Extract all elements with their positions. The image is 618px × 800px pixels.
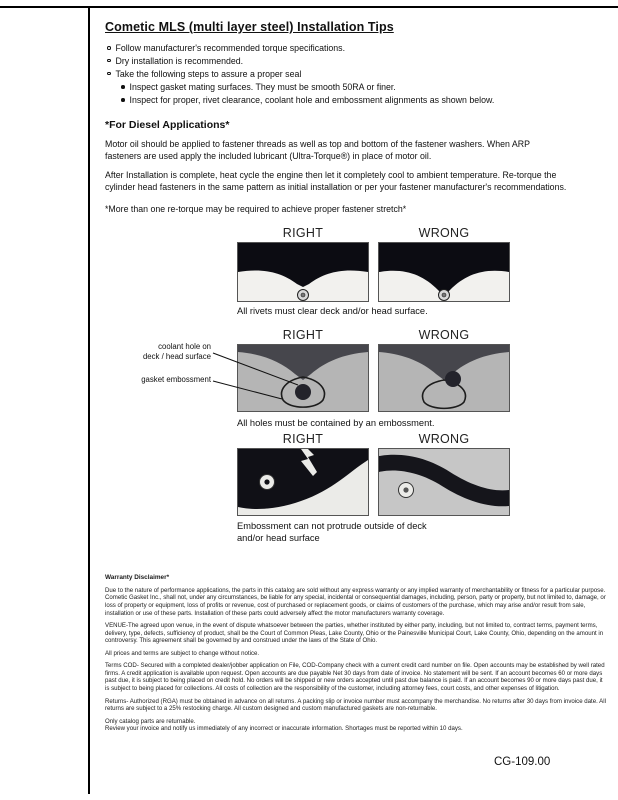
main-content xyxy=(105,20,567,214)
sub-bullet-item xyxy=(105,95,567,106)
bullet-item xyxy=(105,69,567,80)
figure-rivet-right xyxy=(237,242,369,302)
figure-embossment-wrong xyxy=(378,344,510,412)
filled-bullet-icon xyxy=(121,85,125,89)
open-bullet-icon xyxy=(107,59,111,63)
wrong-label-row1: WRONG xyxy=(418,226,470,240)
disclaimer-paragraph: Returns- Authorized (RGA) must be obtained in advance on all returns. A packing slip or invoice number must accompany the merchandise. No returns after 30 days from invoice date. All returns are subject to a 25% restocking charge. All custom designed and custom manufactured gaskets are non-returnable. xyxy=(105,697,606,713)
figure-rivet-wrong xyxy=(378,242,510,302)
open-bullet-icon xyxy=(107,72,111,76)
figure-protrusion-right xyxy=(237,448,369,516)
caption-row2: All holes must be contained by an embossment. xyxy=(237,418,435,428)
diesel-paragraph-1: Motor oil should be applied to fastener threads as well as top and bottom of the fastener washers. When ARP fasteners are used apply the included lubricant (Ultra-Torque®) in place of motor oil. xyxy=(105,139,530,161)
page-border-left xyxy=(88,6,90,794)
sub-bullet-text: Inspect gasket mating surfaces. They must be smooth 50RA or finer. xyxy=(129,81,396,92)
annotation-line: gasket embossment xyxy=(141,375,211,384)
disclaimer-heading: Warranty Disclaimer* xyxy=(105,574,170,581)
right-label-row3: RIGHT xyxy=(282,432,324,446)
page-title: Cometic MLS (multi layer steel) Installation Tips xyxy=(105,20,394,34)
diesel-paragraph-2: After Installation is complete, heat cycle the engine then let it completely cool to ambient temperature. Re-torque the cylinder head fasteners in the same pattern as initial installation or per your fastener manufacturer's recommendations. xyxy=(105,170,567,192)
bullet-item xyxy=(105,56,567,67)
figure-protrusion-wrong xyxy=(378,448,510,516)
figure-embossment-right xyxy=(237,344,369,412)
protrusion-wrong-illustration xyxy=(378,448,510,516)
disclaimer-paragraph: VENUE-The agreed upon venue, in the event of dispute whatsoever between the parties, whether instituted by either party, including, but not limited to, contract terms, payment terms, delivery, type, defects, sufficiency of product, shall be the Court of Common Pleas, Lake County, Ohio or the Painesville Municipal Court, Lake County, Ohio, depending on the amount in controversy. This agreement shall be governed by and construed under the laws of the State of Ohio. xyxy=(105,622,604,645)
rivet-wrong-illustration xyxy=(378,242,510,302)
open-bullet-icon xyxy=(107,46,111,50)
retorque-note: *More than one re-torque may be required to achieve proper fastener stretch* xyxy=(105,203,407,214)
bullet-text: Dry installation is recommended. xyxy=(115,55,244,66)
bullet-text: Take the following steps to assure a proper seal xyxy=(115,68,302,79)
caption-row1: All rivets must clear deck and/or head surface. xyxy=(237,306,428,316)
diesel-applications-heading: *For Diesel Applications* xyxy=(105,119,230,132)
wrong-label-row3: WRONG xyxy=(418,432,470,446)
disclaimer-paragraph: Terms COD- Secured with a completed dealer/jobber application on File, COD-Company check with a current credit card number on file. Open accounts may be established by well rated firms. A credit application is available upon request. Open accounts are due payable Net 30 days from date of invoice. No statement will be sent. If an account becomes 60 or more days past due, it is subject to being placed on credit hold. No orders will be shipped or new orders accepted until past due balance is paid. If an account becomes 90 or more days past due, it is subject to being placed for collections. All costs of collection are the responsibility of the customer, including attorney fees, court costs, and other expenses of litigation. xyxy=(105,662,605,692)
coolant-hole-annotation xyxy=(105,342,211,361)
embossment-wrong-illustration xyxy=(378,344,510,412)
annotation-line: deck / head surface xyxy=(142,351,211,361)
catalog-page-code: CG-109.00 xyxy=(494,756,551,768)
bullet-text: Follow manufacturer's recommended torque specifications. xyxy=(115,43,346,53)
annotation-line: coolant hole on xyxy=(158,342,211,351)
sub-bullet-item xyxy=(105,82,567,93)
disclaimer-paragraph: Review your invoice and notify us immediately of any incorrect or inaccurate information. Shortages must be reported within 10 days. xyxy=(105,725,463,733)
figures-section xyxy=(105,226,610,558)
wrong-label-row2: WRONG xyxy=(418,328,470,342)
right-label-row2: RIGHT xyxy=(282,328,324,342)
filled-bullet-icon xyxy=(121,98,125,102)
caption-row3: Embossment can not protrude outside of deck and/or head surface xyxy=(237,521,427,544)
bullet-item xyxy=(105,43,567,54)
gasket-embossment-annotation xyxy=(105,375,211,385)
rivet-right-illustration xyxy=(237,242,369,302)
warranty-disclaimer xyxy=(105,574,608,738)
disclaimer-paragraph: Due to the nature of performance applications, the parts in this catalog are sold without any express warranty or any implied warranty of merchantability or fitness for a particular purpose. Cometic Gasket Inc., shall not, under any circumstances, be liable for any special, incidental or consequential damages, including, person, party or property, but not limited to, damage, or loss of property or equipment, loss of profits or revenue, cost of purchased or replacement goods, or claims of customers of the purchase, which may arise and/or result from sale, installation or use of these parts. Installation of these parts could adversely affect the motor manufacturers warranty coverage. xyxy=(105,586,606,617)
protrusion-right-illustration xyxy=(237,448,369,516)
right-label-row1: RIGHT xyxy=(282,226,324,240)
disclaimer-paragraph: All prices and terms are subject to change without notice. xyxy=(105,649,260,657)
embossment-right-illustration xyxy=(237,344,369,412)
page-border-top xyxy=(0,6,618,8)
sub-bullet-text: Inspect for proper, rivet clearance, coolant hole and embossment alignments as shown below. xyxy=(129,94,495,105)
disclaimer-paragraph: Only catalog parts are returnable. xyxy=(105,717,196,725)
